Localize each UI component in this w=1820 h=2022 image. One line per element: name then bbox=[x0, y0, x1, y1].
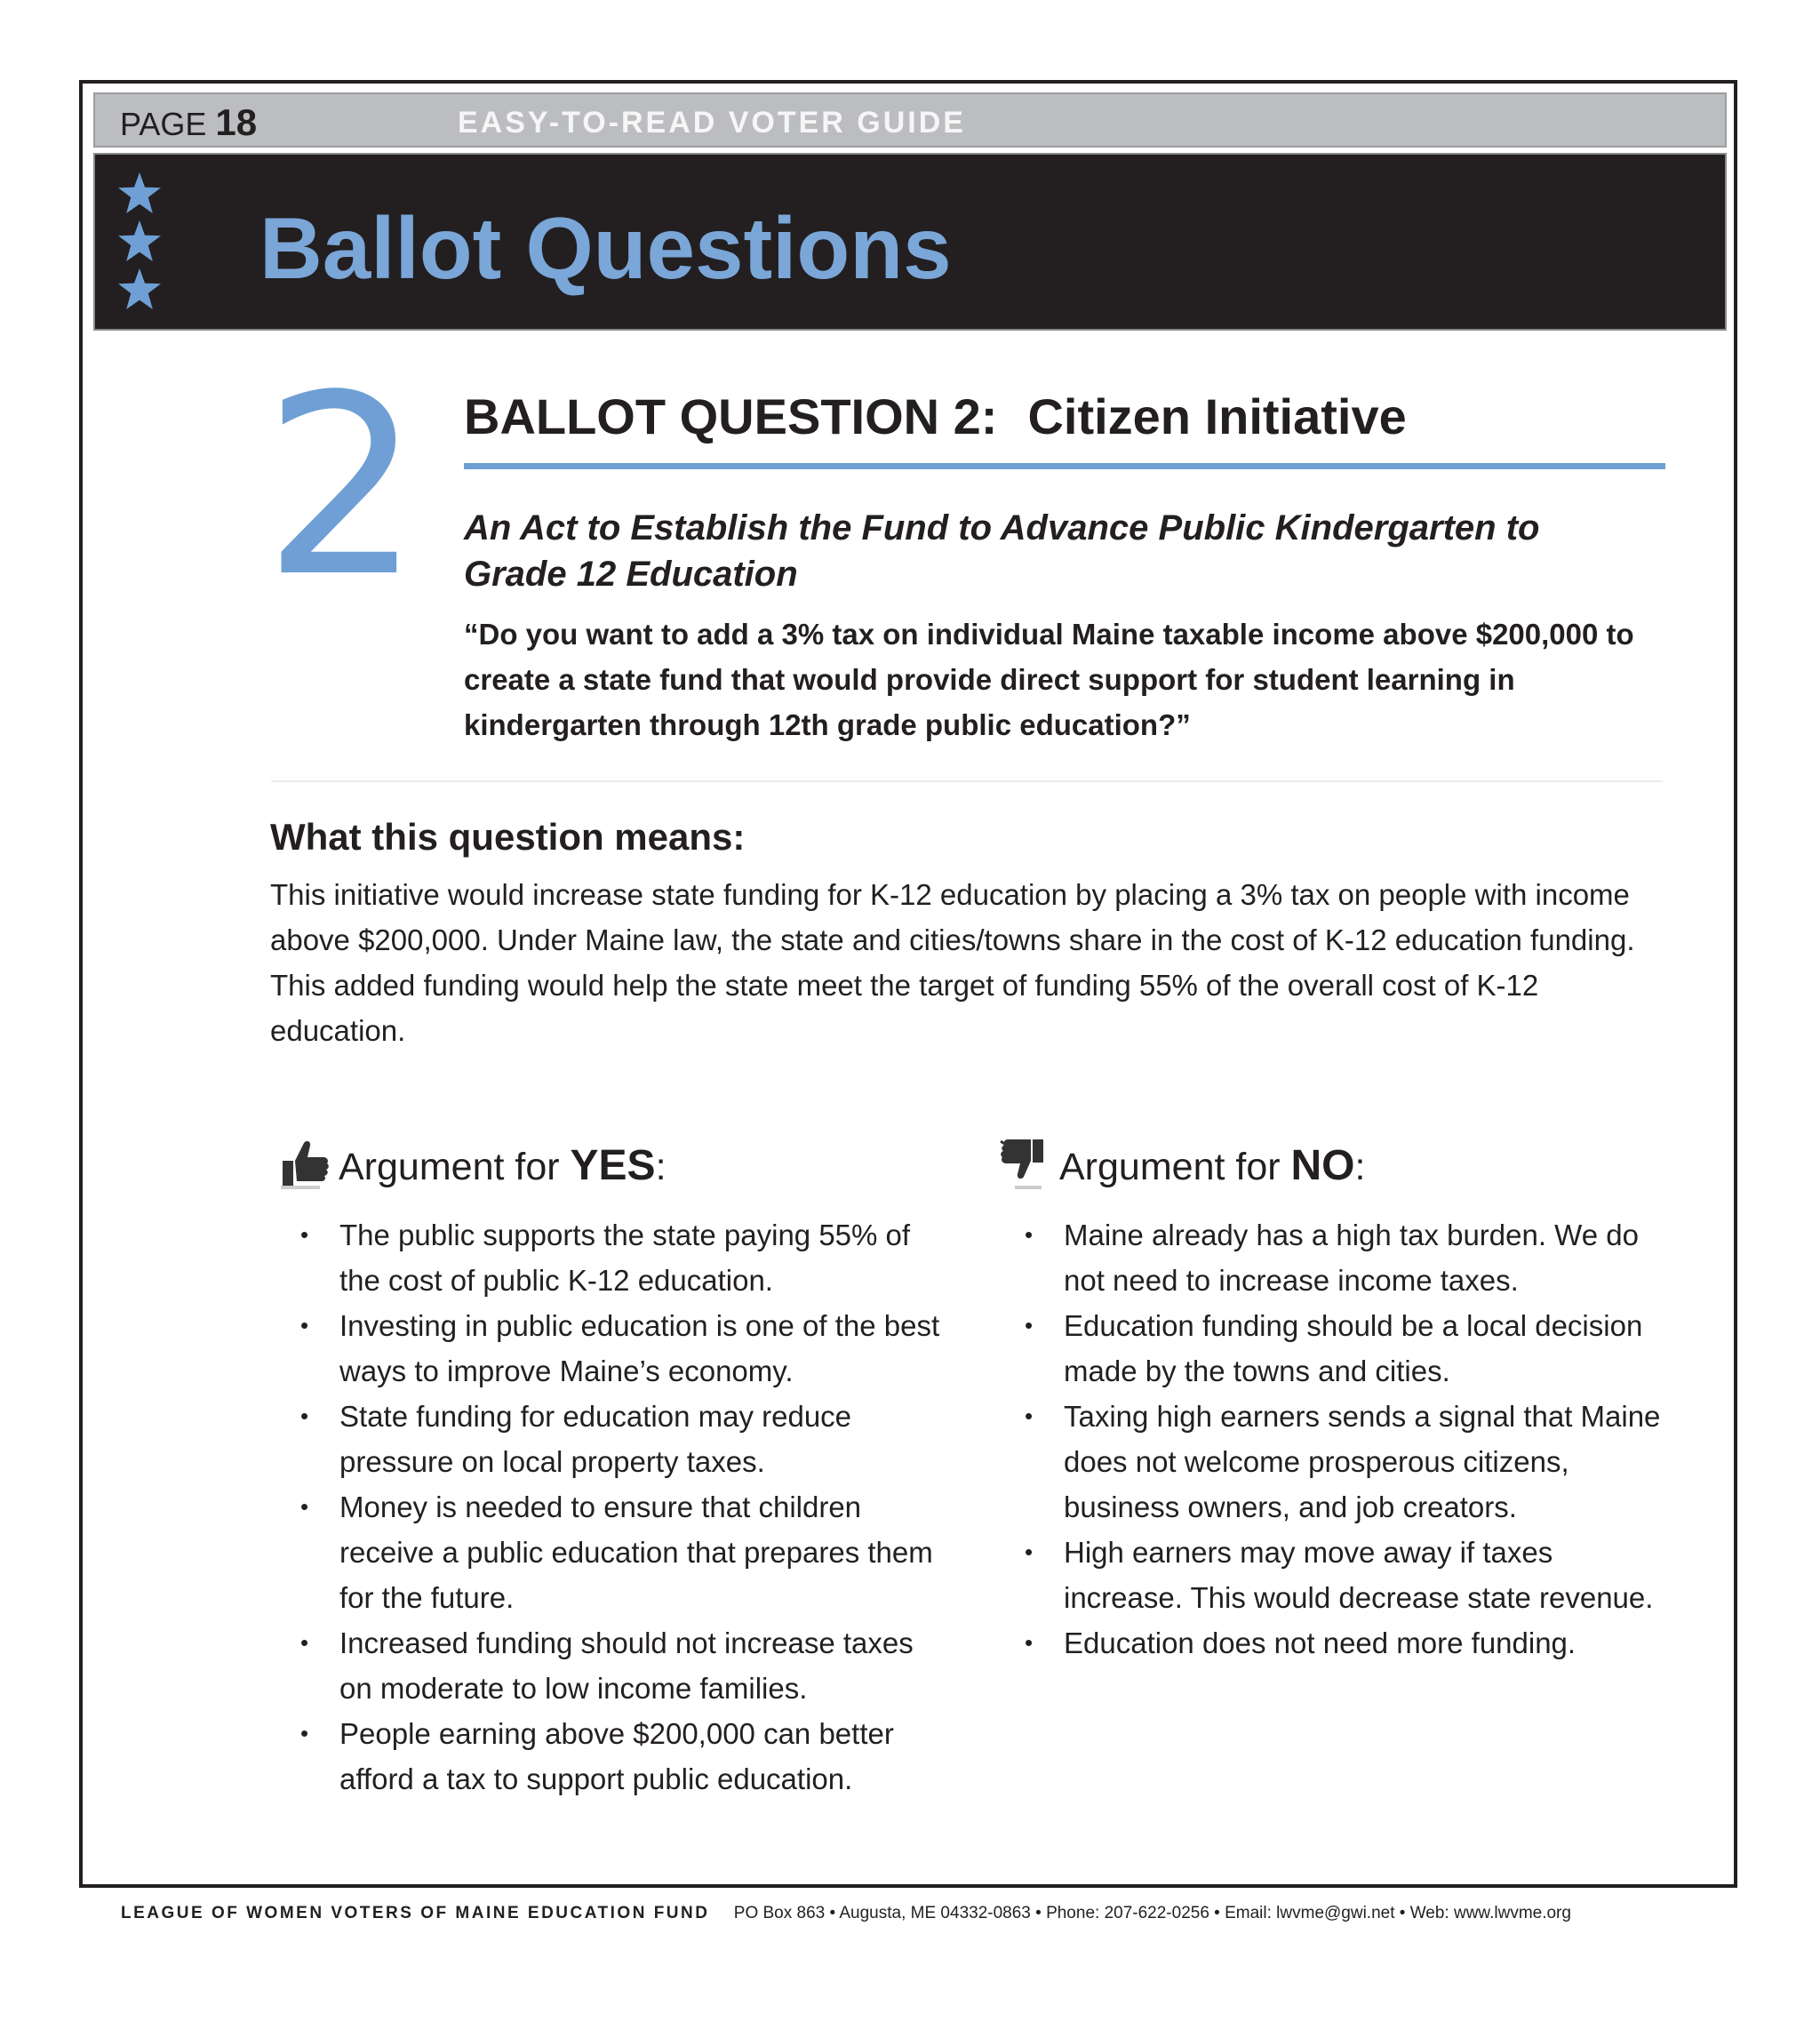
list-item-text: Taxing high earners sends a signal that Maine does not welcome prosperous citizens, business owners, and job creators. bbox=[1064, 1400, 1661, 1523]
argument-no-list bbox=[1025, 1212, 1668, 1666]
list-item-text: People earning above $200,000 can better afford a tax to support public education. bbox=[339, 1717, 894, 1795]
list-item bbox=[300, 1711, 944, 1802]
bullet-icon: • bbox=[300, 1493, 309, 1520]
bullet-icon: • bbox=[1025, 1538, 1034, 1565]
ballot-question-text: “Do you want to add a 3% tax on individual Maine taxable income above $200,000 to create a state fund that would provide direct support for student learning in kindergarten through 12th grade public education?” bbox=[464, 618, 1634, 741]
footer-org: LEAGUE OF WOMEN VOTERS OF MAINE EDUCATION FUND bbox=[121, 1904, 710, 1922]
bullet-icon: • bbox=[1025, 1403, 1034, 1429]
section-banner bbox=[93, 153, 1727, 331]
list-item bbox=[300, 1303, 944, 1394]
list-item-text: Increased funding should not increase taxes on moderate to low income families. bbox=[339, 1626, 914, 1705]
list-item bbox=[300, 1394, 944, 1484]
argument-yes-label: Argument for bbox=[339, 1146, 560, 1188]
guide-title: EASY-TO-READ VOTER GUIDE bbox=[458, 106, 966, 140]
argument-no-suffix: : bbox=[1354, 1146, 1366, 1188]
meaning-heading: What this question means: bbox=[270, 816, 746, 858]
bullet-icon: • bbox=[300, 1312, 309, 1339]
question-heading bbox=[464, 388, 1407, 445]
thumbs-down-icon bbox=[997, 1134, 1054, 1196]
stars-decoration bbox=[118, 172, 164, 316]
bullet-icon: • bbox=[300, 1720, 309, 1746]
argument-yes-suffix: : bbox=[655, 1146, 667, 1188]
list-item bbox=[1025, 1394, 1668, 1530]
list-item-text: Money is needed to ensure that children receive a public education that prepares them for the future. bbox=[339, 1491, 933, 1614]
star-icon bbox=[118, 220, 161, 261]
argument-no-label: Argument for bbox=[1059, 1146, 1281, 1188]
list-item bbox=[1025, 1530, 1668, 1620]
page-header-bar bbox=[93, 92, 1727, 148]
list-item-text: Investing in public education is one of the best ways to improve Maine’s economy. bbox=[339, 1309, 940, 1387]
list-item bbox=[300, 1484, 944, 1620]
thumbs-up-icon bbox=[274, 1134, 331, 1196]
section-divider bbox=[271, 780, 1663, 782]
question-heading-type: Citizen Initiative bbox=[1027, 388, 1407, 444]
page-footer bbox=[121, 1904, 1571, 1923]
list-item-text: Education does not need more funding. bbox=[1064, 1626, 1577, 1659]
argument-yes-list bbox=[300, 1212, 944, 1802]
argument-no-heading bbox=[1059, 1141, 1365, 1190]
argument-yes-heading bbox=[339, 1141, 667, 1190]
question-heading-label: BALLOT QUESTION 2: bbox=[464, 388, 998, 444]
list-item-text: High earners may move away if taxes increase. This would decrease state revenue. bbox=[1064, 1536, 1654, 1614]
argument-yes-strong: YES bbox=[570, 1142, 656, 1189]
bullet-icon: • bbox=[300, 1629, 309, 1656]
bullet-icon: • bbox=[300, 1403, 309, 1429]
meaning-text: This initiative would increase state funding for K-12 education by placing a 3% tax on people with income above $200,000. Under Maine law, the state and cities/towns share in the cost of K-12 education funding. This added funding would help the state meet the target of funding 55% of the overall cost of K-12 education. bbox=[270, 878, 1635, 1047]
list-item bbox=[1025, 1212, 1668, 1303]
star-icon bbox=[118, 268, 161, 309]
list-item bbox=[1025, 1303, 1668, 1394]
list-item-text: The public supports the state paying 55% of the cost of public K-12 education. bbox=[339, 1219, 911, 1297]
star-icon bbox=[118, 172, 161, 213]
list-item-text: Education funding should be a local decision made by the towns and cities. bbox=[1064, 1309, 1643, 1387]
list-item bbox=[300, 1212, 944, 1303]
page-number bbox=[120, 101, 257, 144]
footer-contact: PO Box 863 • Augusta, ME 04332-0863 • Phone: 207-622-0256 • Email: lwvme@gwi.net • Web: www.lwvme.org bbox=[733, 1904, 1571, 1922]
argument-no-strong: NO bbox=[1290, 1142, 1355, 1189]
bullet-icon: • bbox=[1025, 1629, 1034, 1656]
list-item-text: Maine already has a high tax burden. We do not need to increase income taxes. bbox=[1064, 1219, 1639, 1297]
list-item bbox=[300, 1620, 944, 1711]
list-item bbox=[1025, 1620, 1668, 1666]
section-title: Ballot Questions bbox=[259, 199, 952, 297]
bullet-icon: • bbox=[1025, 1221, 1034, 1248]
act-title: An Act to Establish the Fund to Advance Public Kindergarten to Grade 12 Education bbox=[464, 508, 1540, 594]
bullet-icon: • bbox=[300, 1221, 309, 1248]
question-number: 2 bbox=[263, 342, 422, 632]
bullet-icon: • bbox=[1025, 1312, 1034, 1339]
list-item-text: State funding for education may reduce pressure on local property taxes. bbox=[339, 1400, 852, 1478]
page-label: PAGE bbox=[120, 106, 207, 142]
page-number-value: 18 bbox=[215, 101, 258, 143]
heading-divider bbox=[464, 463, 1665, 469]
